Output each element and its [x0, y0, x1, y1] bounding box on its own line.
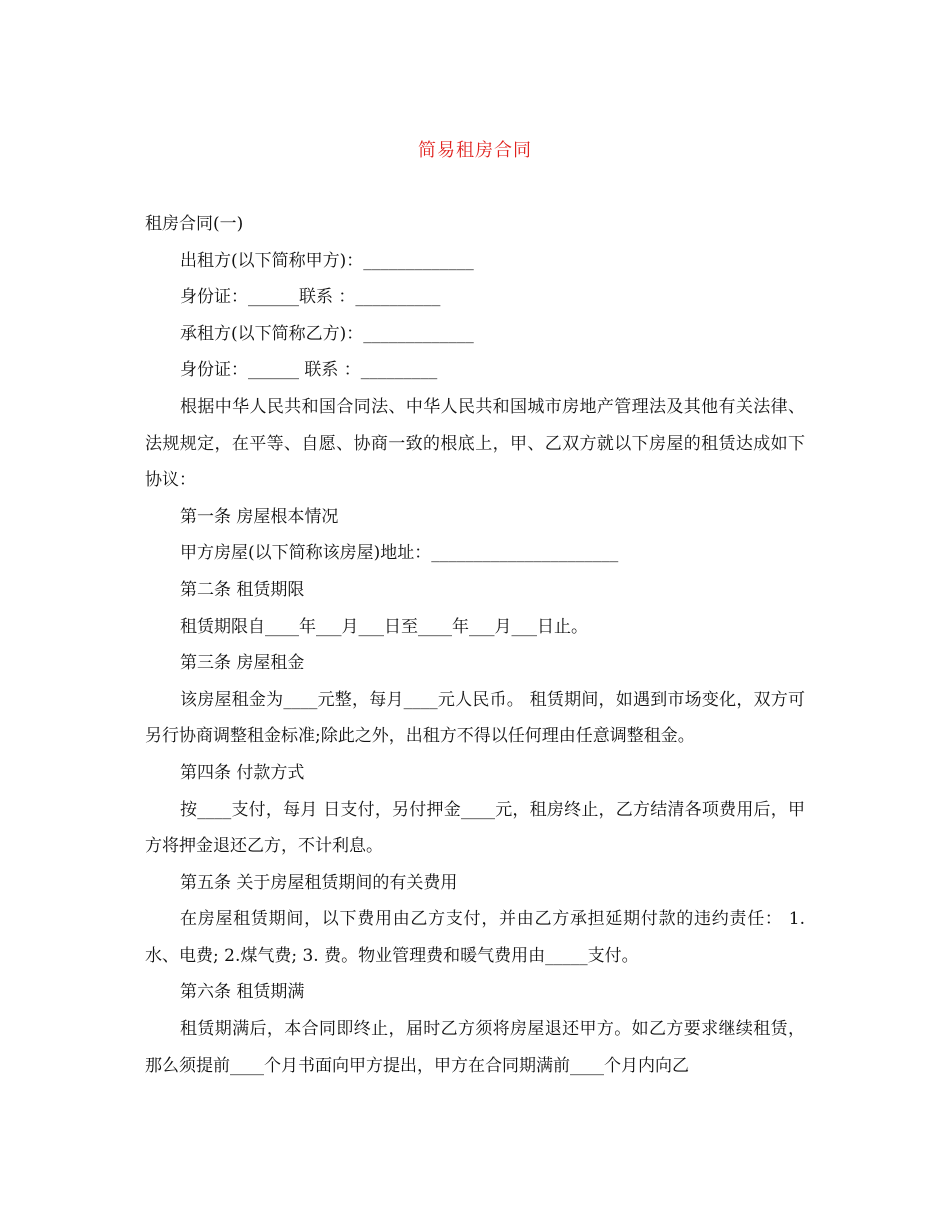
- article-6-body: 租赁期满后，本合同即终止，届时乙方须将房屋退还甲方。如乙方要求继续租赁，那么须提前____个月书面向甲方提出，甲方在合同期满前____个月内向乙: [145, 1019, 805, 1076]
- lessor-line: 出租方(以下简称甲方)：_____________: [180, 250, 474, 271]
- article-1-title: 第一条 房屋根本情况: [180, 506, 339, 527]
- article-5-body: 在房屋租赁期间，以下费用由乙方支付，并由乙方承担延期付款的违约责任： 1.水、电费; 2.煤气费; 3. 费。物业管理费和暖气费用由_____支付。: [145, 909, 805, 966]
- article-2-body: 租赁期限自____年___月___日至____年___月___日止。: [180, 616, 588, 637]
- article-4-title: 第四条 付款方式: [180, 762, 305, 783]
- intro-paragraph: 根据中华人民共和国合同法、中华人民共和国城市房地产管理法及其他有关法律、法规规定，在平等、自愿、协商一致的根底上，甲、乙双方就以下房屋的租赁达成如下协议：: [145, 396, 805, 491]
- article-6-title: 第六条 租赁期满: [180, 982, 305, 1003]
- document-title: 简易租房合同: [418, 140, 532, 161]
- document-body: [145, 206, 805, 1084]
- article-3-body: 该房屋租金为____元整，每月____元人民币。 租赁期间，如遇到市场变化，双方可另行协商调整租金标准;除此之外，出租方不得以任何理由任意调整租金。: [145, 689, 805, 747]
- lessor-id-line: 身份证：______联系 ：__________: [180, 287, 441, 308]
- article-2-title: 第二条 租赁期限: [180, 579, 305, 600]
- article-1-body: 甲方房屋(以下简称该房屋)地址：______________________: [180, 543, 619, 564]
- lessee-id-line: 身份证：______ 联系 ：_________: [180, 360, 438, 381]
- contract-heading: 租房合同(一): [145, 214, 244, 234]
- article-3-title: 第三条 房屋租金: [180, 653, 305, 674]
- article-4-body: 按____支付，每月 日支付，另付押金____元，租房终止，乙方结清各项费用后，甲方将押金退还乙方，不计利息。: [145, 799, 805, 857]
- lessee-line: 承租方(以下简称乙方)：_____________: [180, 323, 474, 344]
- article-5-title: 第五条 关于房屋租赁期间的有关费用: [180, 872, 458, 893]
